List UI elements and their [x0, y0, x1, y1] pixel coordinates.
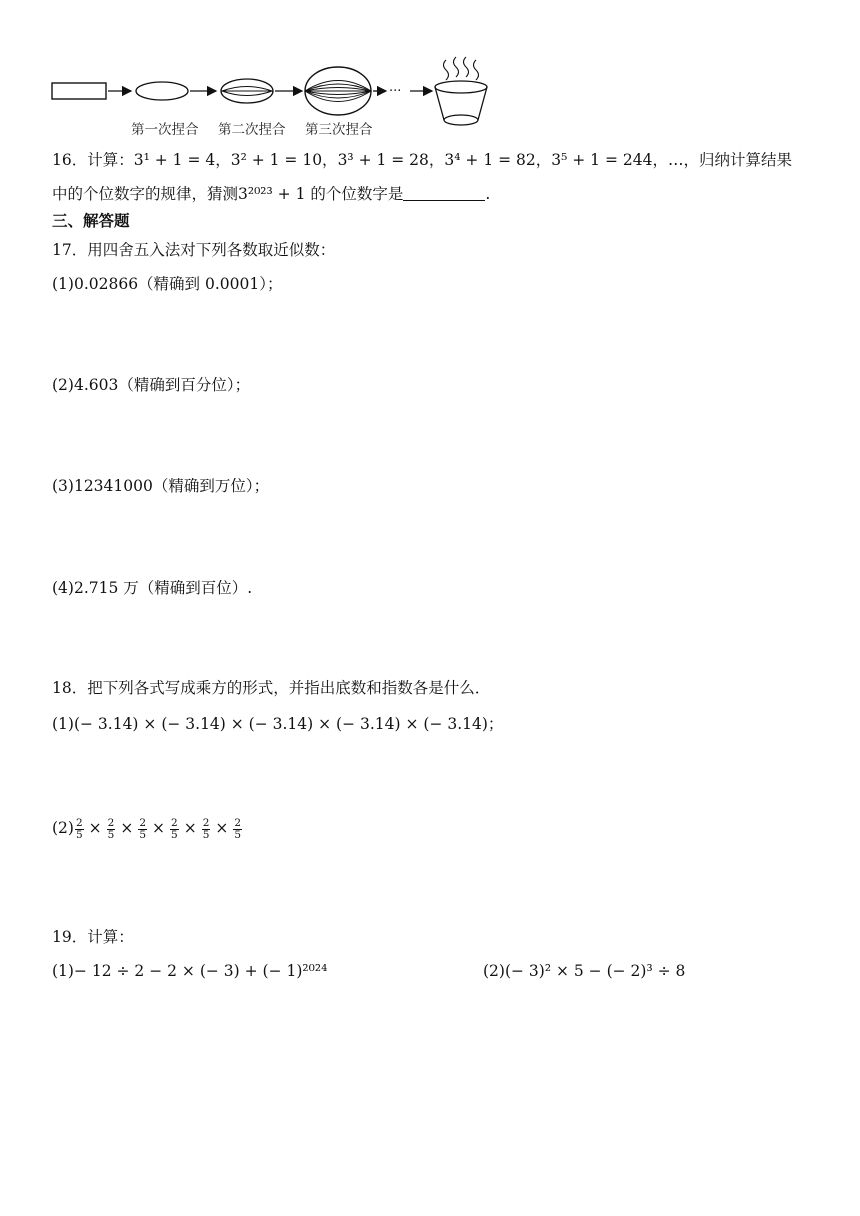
- q17-part4: (4)2.715 万（精确到百位）.: [52, 579, 253, 597]
- q16-line2-text: 中的个位数字的规律，猜测: [52, 185, 239, 203]
- q17-stem: 17．用四舍五入法对下列各数取近似数：: [52, 241, 336, 259]
- steaming-noodle-bowl: [435, 57, 487, 125]
- fraction: $\frac{2}{5}$: [107, 816, 115, 841]
- caption-second-knead: 第二次捏合: [218, 122, 286, 138]
- q17-part1: (1)0.02866（精确到 0.0001）；: [52, 275, 283, 293]
- q16-eq5: 3⁵ + 1 = 244，…，归纳计算结果: [551, 151, 792, 169]
- ellipse-first-knead: [136, 82, 188, 100]
- q17-part3: (3)12341000（精确到万位）；: [52, 477, 270, 495]
- q16-eq2: 3² + 1 = 10，: [230, 151, 338, 169]
- q16-eq4: 3⁴ + 1 = 82，: [444, 151, 552, 169]
- ellipse-second-knead: [221, 79, 273, 103]
- q16-eq1: 3¹ + 1 = 4，: [133, 151, 231, 169]
- q19-part1: (1)− 12 ÷ 2 − 2 × (− 3) + (− 1)²⁰²⁴: [52, 962, 328, 980]
- fraction: $\frac{2}{5}$: [75, 816, 83, 841]
- q19-stem: 19．计算：: [52, 928, 134, 946]
- q18-stem: 18．把下列各式写成乘方的形式，并指出底数和指数各是什么．: [52, 679, 491, 697]
- fraction: $\frac{2}{5}$: [139, 816, 147, 841]
- q16-line2: [52, 183, 490, 205]
- q16-line1: [52, 149, 792, 171]
- q16-period: .: [485, 185, 491, 203]
- times-sign: ×: [120, 819, 134, 837]
- section-title: 三、解答题: [52, 212, 130, 230]
- q18-part2: [52, 817, 243, 841]
- q16-eq3: 3³ + 1 = 28，: [337, 151, 445, 169]
- sphere-third-knead: [305, 67, 371, 115]
- fraction: $\frac{2}{5}$: [171, 816, 178, 841]
- times-sign: ×: [183, 819, 197, 837]
- times-sign: ×: [215, 819, 229, 837]
- q17-part2: (2)4.603（精确到百分位）；: [52, 376, 251, 394]
- q18-part1: (1)(− 3.14) × (− 3.14) × (− 3.14) × (− 3.14) × (− 3.14)；: [52, 715, 504, 733]
- fraction: $\frac{2}{5}$: [202, 816, 210, 841]
- fraction: $\frac{2}{5}$: [234, 816, 242, 841]
- q16-answer-blank[interactable]: [403, 186, 485, 201]
- q18-part2-label: (2): [52, 819, 74, 837]
- q16-line2-tail: 的个位数字是: [310, 185, 404, 203]
- q16-intro: 16．计算：: [52, 151, 134, 169]
- times-sign: ×: [88, 819, 102, 837]
- dough-rectangle: [52, 83, 106, 99]
- svg-text:···: ···: [389, 84, 402, 99]
- q19-part2: (2)(− 3)² × 5 − (− 2)³ ÷ 8: [483, 962, 686, 980]
- times-sign: ×: [152, 819, 166, 837]
- caption-first-knead: 第一次捏合: [131, 122, 199, 138]
- caption-third-knead: 第三次捏合: [305, 122, 373, 138]
- q16-expression: 3²⁰²³ + 1: [238, 185, 306, 203]
